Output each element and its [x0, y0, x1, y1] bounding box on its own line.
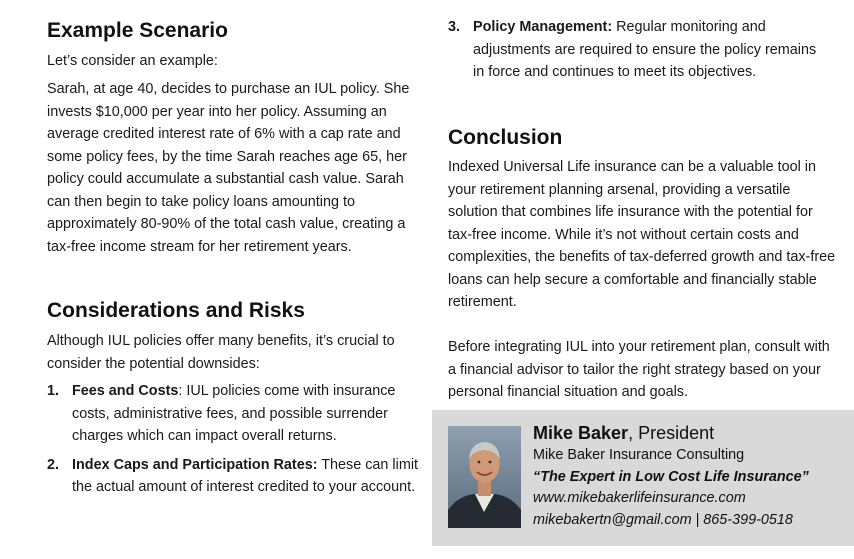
tagline: “The Expert in Low Cost Life Insurance” — [533, 468, 809, 485]
author-name-line — [533, 421, 848, 445]
list-item-title: Index Caps and Participation Rates: — [72, 456, 318, 473]
contact-card — [432, 410, 854, 546]
conclusion-heading: Conclusion — [448, 126, 563, 149]
author-photo — [448, 426, 521, 528]
list-item — [448, 16, 826, 84]
conclusion-body: Indexed Universal Life insurance can be a valuable tool in your retirement planning arsenal, providing a versatile solution that combines life insurance with the potential for tax-free income. While it’s not without certain costs and complexities, the benefits of tax-deferred growth and tax-free loans can help secure a comfortable and financially stable retirement. — [448, 159, 836, 310]
website-link[interactable]: www.mikebakerlifeinsurance.com — [533, 490, 746, 506]
risks-intro: Although IUL policies offer many benefits, it’s crucial to consider the potential downsides: — [47, 333, 395, 372]
company-name: Mike Baker Insurance Consulting — [533, 447, 745, 463]
list-item — [47, 454, 425, 499]
author-name: Mike Baker — [533, 423, 629, 443]
risks-list-continued — [448, 16, 826, 84]
list-item-text: These can limit the actual amount of interest credited to your account. — [72, 456, 419, 495]
example-intro: Let’s consider an example: — [47, 53, 218, 69]
list-item — [47, 380, 425, 448]
list-item-separator: : — [178, 383, 183, 399]
contact-info[interactable]: mikebakertn@gmail.com | 865-399-0518 — [533, 511, 793, 528]
contact-details — [533, 421, 848, 531]
list-number: 1. — [47, 383, 60, 399]
consult-paragraph: Before integrating IUL into your retirement plan, consult with a financial advisor to tailor the right strategy based on your personal financial situation and goals. — [448, 339, 830, 400]
list-item-text: IUL policies come with insurance costs, administrative fees, and possible surrender charges which can impact overall returns. — [72, 383, 396, 444]
list-number: 3. — [448, 19, 461, 35]
list-number: 2. — [47, 456, 60, 473]
author-portrait-icon — [448, 426, 521, 528]
author-role: , President — [628, 423, 715, 443]
example-heading: Example Scenario — [47, 19, 228, 42]
risks-heading: Considerations and Risks — [47, 299, 305, 322]
list-item-title: Policy Management: — [473, 19, 613, 35]
risks-list — [47, 380, 425, 499]
example-body: Sarah, at age 40, decides to purchase an IUL policy. She invests $10,000 per year into her policy. Assuming an average credited interest rate of 6% with a cap rate and some policy fees, by the time Sarah reaches age 65, her policy could accumulate a substantial cash value. Sarah can then begin to take policy loans amounting to approximately 80-90% of the total cash value, creating a tax-free income stream for her retirement years. — [47, 81, 410, 255]
list-item-text: Regular monitoring and adjustments are required to ensure the policy remains in force and continues to meet its objectives. — [473, 19, 817, 80]
list-item-title: Fees and Costs — [72, 383, 179, 399]
